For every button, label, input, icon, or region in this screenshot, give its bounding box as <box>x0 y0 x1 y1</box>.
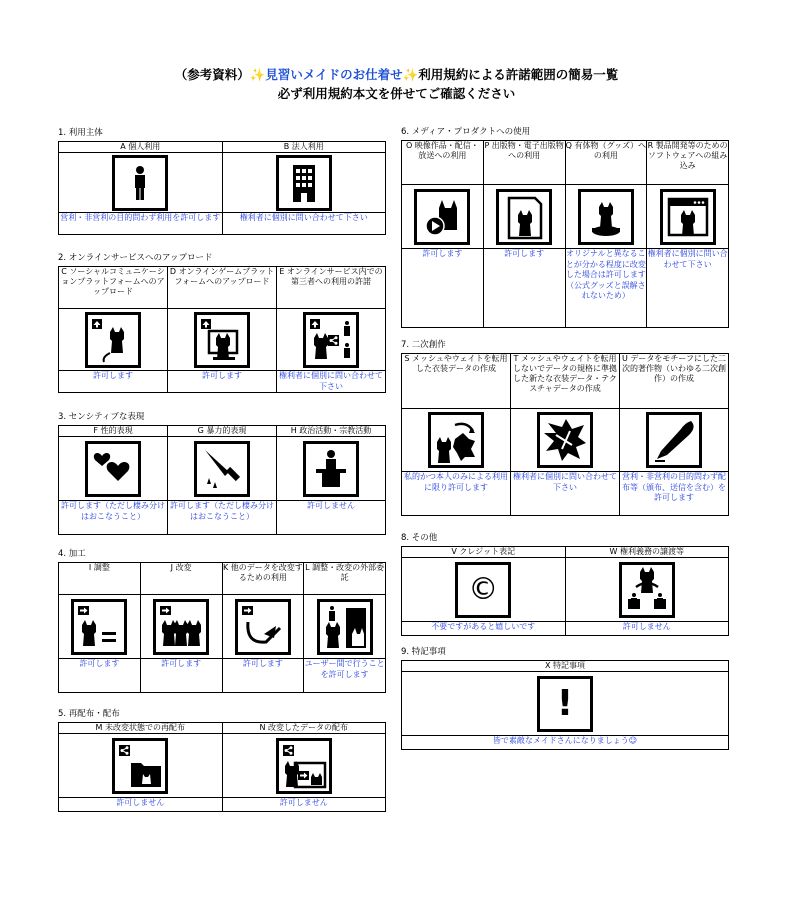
share-modified-icon <box>276 738 332 794</box>
sparkle-icon: ✨ <box>249 67 266 82</box>
transfer-icon <box>619 562 675 618</box>
section-online-upload <box>58 253 386 393</box>
permission-note: オリジナルと異なることが分かる程度に改変した場合は許可します（公式グッズと誤解されないため） <box>565 249 647 328</box>
section-title: 4. 加工 <box>58 549 86 559</box>
outsource-icon <box>317 599 373 655</box>
section-media-products <box>401 127 729 328</box>
permission-note: 私的かつ本人のみによる利用に限り許可します <box>402 472 511 516</box>
knife-icon <box>194 441 250 497</box>
permission-note: 許可します <box>402 249 484 328</box>
permission-note: 許可します <box>483 249 565 328</box>
section-usage-subject <box>58 128 386 235</box>
item-label: D オンラインゲームプラットフォームへのアップロード <box>168 267 277 309</box>
building-icon <box>276 155 332 211</box>
section-title: 1. 利用主体 <box>58 128 103 138</box>
modify-icon <box>153 599 209 655</box>
item-label: N 改変したデータの配布 <box>222 723 386 734</box>
item-label: B 法人利用 <box>222 142 386 153</box>
section-special-notes <box>401 647 729 750</box>
permission-note: 皆で素敵なメイドさんになりましょう☺ <box>402 736 729 750</box>
item-label: Q 有体物（グッズ）への利用 <box>565 141 647 185</box>
product-name: 見習いメイドのお仕着せ <box>265 67 403 82</box>
permission-note: 許可します（ただし棲み分けはおこなうこと） <box>168 501 277 535</box>
social-upload-icon <box>85 312 141 368</box>
permission-note: 許可しません <box>222 798 386 812</box>
copyright-icon <box>455 562 511 618</box>
section-sensitive-expression <box>58 412 386 535</box>
permission-note: 許可しません <box>565 622 729 636</box>
permission-note: 許可します <box>140 659 222 693</box>
copyright-glyph: © <box>468 571 499 607</box>
exclamation-icon <box>537 676 593 732</box>
section-title: 9. 特記事項 <box>401 647 446 657</box>
permission-note: 許可しません <box>59 798 223 812</box>
item-label: U データをモチーフにした二次的著作物（いわゆる二次創作）の作成 <box>620 354 729 409</box>
permission-note: 許可します <box>59 659 141 693</box>
permission-note: 権利者に個別に問い合わせて下さい <box>277 371 386 393</box>
item-label: V クレジット表記 <box>402 547 566 558</box>
item-label: L 調整・改変の外部委託 <box>304 563 386 595</box>
video-icon <box>414 189 470 245</box>
permission-note: 権利者に個別に問い合わせて下さい <box>511 472 620 516</box>
item-label: O 映像作品・配信・放送への利用 <box>402 141 484 185</box>
section-title: 5. 再配布・配布 <box>58 709 120 719</box>
item-label: K 他のデータを改変するための利用 <box>222 563 304 595</box>
hearts-icon <box>85 441 141 497</box>
section-title: 6. メディア・プロダクトへの使用 <box>401 127 531 137</box>
pen-icon <box>646 412 702 468</box>
mesh-reuse-icon <box>428 412 484 468</box>
exclamation-glyph: ! <box>556 682 574 724</box>
section-title: 8. その他 <box>401 533 438 543</box>
permission-note: 権利者に個別に問い合わせて下さい <box>647 249 729 328</box>
item-label: A 個人利用 <box>59 142 223 153</box>
permission-note: ユーザー間で行うことを許可します <box>304 659 386 693</box>
permission-note: 営利・非営利の目的問わず配布等（頒布、送信を含む）を許可します <box>620 472 729 516</box>
item-label: P 出版物・電子出版物への利用 <box>483 141 565 185</box>
third-party-icon <box>303 312 359 368</box>
section-other <box>401 533 729 636</box>
title-suffix: 利用規約による許諾範囲の簡易一覧 <box>418 67 619 82</box>
item-label: X 特記事項 <box>402 661 729 672</box>
section-derivative-works <box>401 340 729 516</box>
tail-modify-icon <box>235 599 291 655</box>
permission-note: 許可します <box>222 659 304 693</box>
person-icon <box>112 155 168 211</box>
permission-note: 許可します <box>168 371 277 393</box>
permission-note: 許可します <box>59 371 168 393</box>
item-label: E オンラインサービス内での第三者への利用の許諾 <box>277 267 386 309</box>
item-label: R 製品開発等のためのソフトウェアへの組み込み <box>647 141 729 185</box>
page-title <box>0 66 793 83</box>
share-folder-icon <box>112 738 168 794</box>
title-prefix: （参考資料） <box>174 67 250 82</box>
item-label: S メッシュやウェイトを転用した衣装データの作成 <box>402 354 511 409</box>
permission-note: 営利・非営利の目的問わず利用を許可します <box>59 213 223 235</box>
speaker-podium-icon <box>303 441 359 497</box>
item-label: C ソーシャルコミュニケーションプラットフォームへのアップロード <box>59 267 168 309</box>
item-label: I 調整 <box>59 563 141 595</box>
section-redistribution <box>58 709 386 812</box>
permission-note: 不要ですがあると嬉しいです <box>402 622 566 636</box>
permission-note: 許可しません <box>277 501 386 535</box>
game-upload-icon <box>194 312 250 368</box>
goods-icon <box>578 189 634 245</box>
item-label: J 改変 <box>140 563 222 595</box>
software-icon <box>660 189 716 245</box>
sparkle-icon: ✨ <box>402 67 419 82</box>
section-title: 3. センシティブな表現 <box>58 412 145 422</box>
permission-note: 権利者に個別に問い合わせて下さい <box>222 213 386 235</box>
publication-icon <box>496 189 552 245</box>
item-label: W 権利義務の譲渡等 <box>565 547 729 558</box>
item-label: G 暴力的表現 <box>168 426 277 437</box>
adjust-icon <box>71 599 127 655</box>
item-label: H 政治活動・宗教活動 <box>277 426 386 437</box>
item-label: M 未改変状態での再配布 <box>59 723 223 734</box>
item-label: F 性的表現 <box>59 426 168 437</box>
section-processing <box>58 549 386 693</box>
item-label: T メッシュやウェイトを転用しないでデータの規格に準拠した新たな衣装データ・テクスチャデータの作成 <box>511 354 620 409</box>
new-outfit-icon <box>537 412 593 468</box>
permission-note: 許可します（ただし棲み分けはおこなうこと） <box>59 501 168 535</box>
page-subtitle: 必ず利用規約本文を併せてご確認ください <box>277 86 516 101</box>
section-title: 2. オンラインサービスへのアップロード <box>58 253 213 263</box>
section-title: 7. 二次創作 <box>401 340 446 350</box>
